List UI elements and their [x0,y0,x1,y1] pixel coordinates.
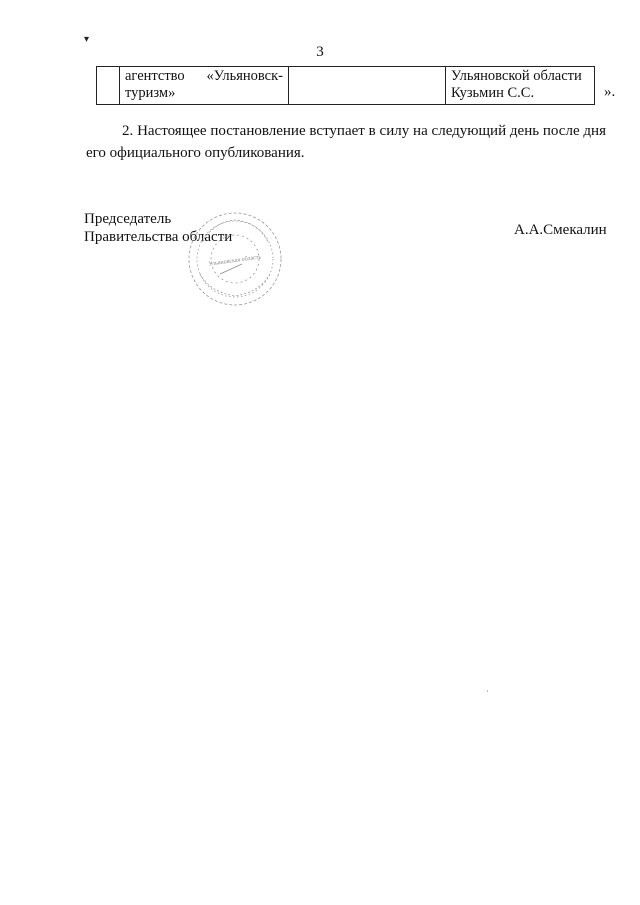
paragraph-2: 2. Настоящее постановление вступает в силу на следующий день после дня его официального опубликования. [86,123,606,161]
official-seal-stamp [180,204,290,310]
svg-text:Ульяновская область: Ульяновская область [208,254,262,268]
continued-table [96,66,595,105]
scan-speck: ▾ [84,34,90,45]
table-cell-number [97,67,120,105]
responsible-line-1: Ульяновской области [451,68,582,84]
signatory-name: А.А.Смекалин [514,222,607,238]
page-number: 3 [316,44,324,60]
table-cell-organization [120,67,289,105]
organization-word-2: «Ульяновск- [206,68,283,84]
table-cell-empty [289,67,446,105]
signatory-title-line-2: Правительства области [84,229,233,245]
table-row [97,67,595,105]
scan-mark [487,690,488,692]
organization-word-1: агентство [125,68,185,84]
signatory-title-line-1: Председатель [84,211,172,227]
responsible-line-2: Кузьмин С.С. [451,85,535,101]
organization-line-2: туризм» [125,85,176,101]
closing-quote: ». [604,84,616,100]
table-cell-responsible [446,67,595,105]
